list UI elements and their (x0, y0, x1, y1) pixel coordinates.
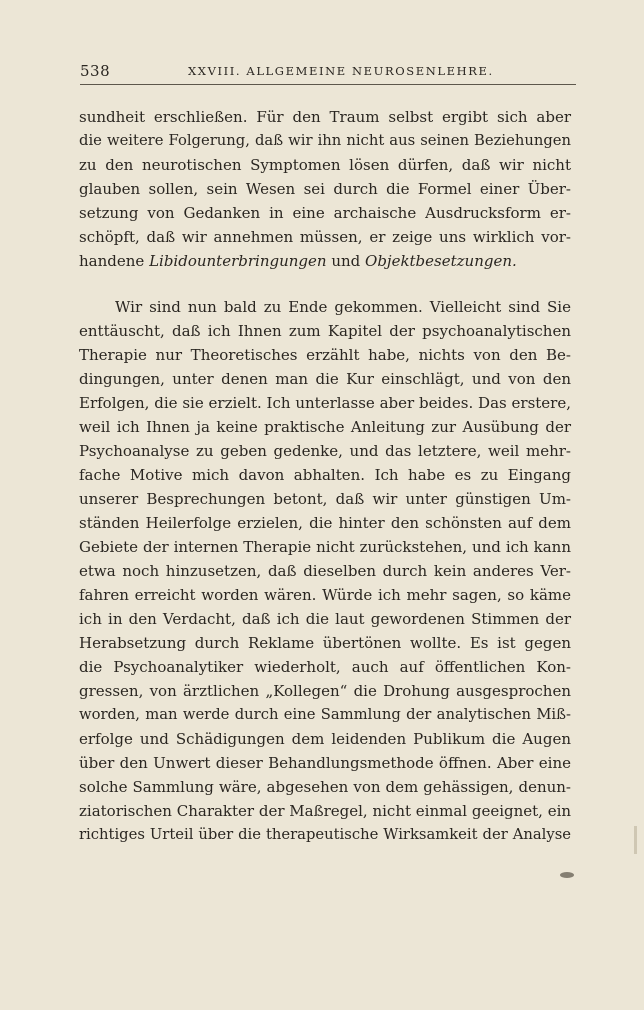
text-fragment: handene (79, 252, 150, 270)
text-line: glauben sollen, sein Wesen sei durch die Formel einer Über- (79, 180, 571, 198)
text-fragment: und (326, 252, 366, 270)
text-line: gressen, von ärztlichen „Kollegen“ die Drohung ausgesprochen (79, 682, 571, 700)
text-line: fache Motive mich davon abhalten. Ich habe es zu Eingang (79, 466, 571, 484)
text-line: Gebiete der internen Therapie nicht zurückstehen, und ich kann (79, 538, 571, 556)
text-line: über den Unwert dieser Behandlungsmethode öffnen. Aber eine (79, 754, 571, 772)
text-line: dingungen, unter denen man die Kur einschlägt, und von den (79, 370, 571, 388)
text-line: schöpft, daß wir annehmen müssen, er zeige uns wirklich vor- (79, 228, 571, 246)
italic-term: Libidounterbringungen (149, 252, 327, 270)
text-line: Therapie nur Theoretisches erzählt habe, nichts von den Be- (79, 346, 571, 364)
text-line: worden, man werde durch eine Sammlung der analytischen Miß- (79, 706, 571, 723)
text-line: ich in den Verdacht, daß ich die laut gewordenen Stimmen der (79, 610, 571, 628)
text-line: erfolge und Schädigungen dem leidenden Publikum die Augen (79, 730, 571, 748)
text-line: solche Sammlung wäre, abgesehen von dem gehässigen, denun- (79, 778, 571, 796)
text-line: Psychoanalyse zu geben gedenke, und das letztere, weil mehr- (79, 442, 571, 460)
text-line: Herabsetzung durch Reklame übertönen wollte. Es ist gegen (79, 634, 571, 652)
text-line: richtiges Urteil über die therapeutische Wirksamkeit der Analyse (79, 826, 571, 843)
text-line: sundheit erschließen. Für den Traum selbst ergibt sich aber (79, 108, 571, 126)
chapter-header: XXVIII. ALLGEMEINE NEUROSENLEHRE. (188, 64, 494, 78)
running-head (80, 62, 576, 85)
page-number: 538 (80, 62, 111, 80)
text-line: setzung von Gedanken in eine archaische Ausdrucksform er- (79, 204, 571, 222)
text-line: ständen Heilerfolge erzielen, die hinter den schönsten auf dem (79, 514, 571, 532)
text-line: die Psychoanalytiker wiederholt, auch auf öffentlichen Kon- (79, 658, 571, 676)
ink-smudge (560, 872, 574, 878)
text-line: weil ich Ihnen ja keine praktische Anleitung zur Ausübung der (79, 418, 571, 436)
text-line: Wir sind nun bald zu Ende gekommen. Vielleicht sind Sie (115, 298, 571, 316)
text-line-last (79, 252, 571, 270)
text-line: unserer Besprechungen betont, daß wir unter günstigen Um- (79, 490, 571, 508)
text-line: fahren erreicht worden wären. Würde ich mehr sagen, so käme (79, 586, 571, 604)
italic-term: Objektbesetzungen. (365, 252, 517, 270)
text-line: etwa noch hinzusetzen, daß dieselben durch kein anderes Ver- (79, 562, 571, 580)
text-line: enttäuscht, daß ich Ihnen zum Kapitel der psychoanalytischen (79, 322, 571, 340)
text-line: Erfolgen, die sie erzielt. Ich unterlasse aber beides. Das erstere, (79, 394, 571, 412)
text-line: zu den neurotischen Symptomen lösen dürfen, daß wir nicht (79, 156, 571, 174)
text-line: die weitere Folgerung, daß wir ihn nicht aus seinen Beziehungen (79, 132, 571, 149)
text-line: ziatorischen Charakter der Maßregel, nicht einmal geeignet, ein (79, 802, 572, 820)
page-edge-mark (634, 826, 637, 854)
